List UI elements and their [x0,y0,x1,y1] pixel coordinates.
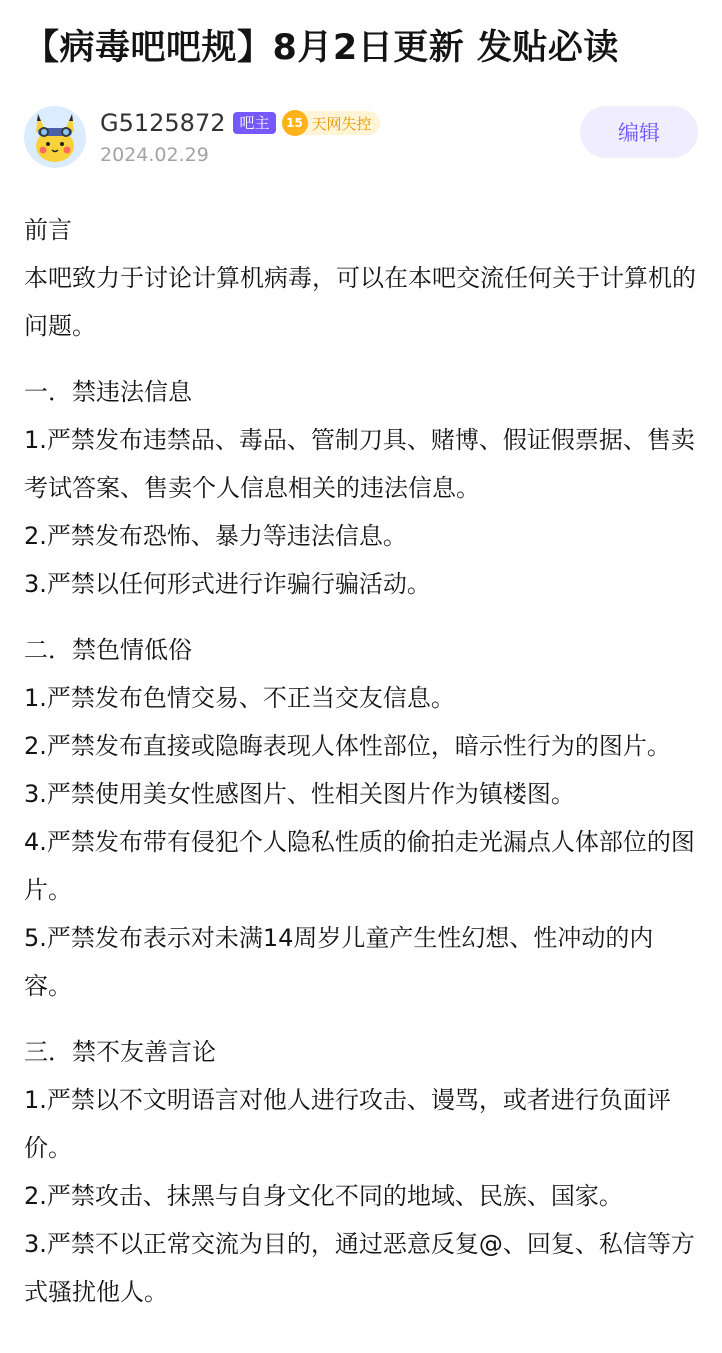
author-avatar[interactable] [24,106,86,168]
level-badge [284,111,380,135]
role-badge: 吧主 [233,112,275,134]
post-title: 【病毒吧吧规】8月2日更新 发贴必读 [24,28,619,68]
author-info [100,106,380,166]
author-name-line [100,106,380,140]
post-date: 2024.02.29 [100,144,209,166]
level-title: 天网失控 [311,114,372,133]
section-heading: 三．禁不友善言论 [24,1038,216,1066]
rule-item: 2.严禁发布恐怖、暴力等违法信息。 [24,522,407,550]
rule-item: 3.严禁不以正常交流为目的，通过恶意反复@、回复、私信等方式骚扰他人。 [24,1230,695,1306]
pikachu-avatar-icon [24,106,86,168]
author-name[interactable]: G5125872 [100,109,226,137]
rule-item: 1.严禁发布色情交易、不正当交友信息。 [24,684,455,712]
rule-item: 1.严禁以不文明语言对他人进行攻击、谩骂，或者进行负面评价。 [24,1086,671,1162]
section-heading: 一．禁违法信息 [24,378,192,406]
rule-item: 2.严禁发布直接或隐晦表现人体性部位，暗示性行为的图片。 [24,732,671,760]
rule-item: 4.严禁发布带有侵犯个人隐私性质的偷拍走光漏点人体部位的图片。 [24,828,695,904]
rule-item: 3.严禁以任何形式进行诈骗行骗活动。 [24,570,431,598]
intro-text: 本吧致力于讨论计算机病毒，可以在本吧交流任何关于计算机的问题。 [24,264,696,340]
rule-item: 1.严禁发布违禁品、毒品、管制刀具、赌博、假证假票据、售卖考试答案、售卖个人信息相关的违法信息。 [24,426,695,502]
section-heading: 二．禁色情低俗 [24,636,192,664]
intro-heading: 前言 [24,216,72,244]
edit-button[interactable]: 编辑 [580,106,698,158]
author-row [24,106,698,182]
rule-item: 2.严禁攻击、抹黑与自身文化不同的地域、民族、国家。 [24,1182,623,1210]
rule-item: 5.严禁发布表示对未满14周岁儿童产生性幻想、性冲动的内容。 [24,924,654,1000]
post-content [24,206,698,1316]
rule-item: 3.严禁使用美女性感图片、性相关图片作为镇楼图。 [24,780,575,808]
level-badge-icon: 15 [282,110,308,136]
